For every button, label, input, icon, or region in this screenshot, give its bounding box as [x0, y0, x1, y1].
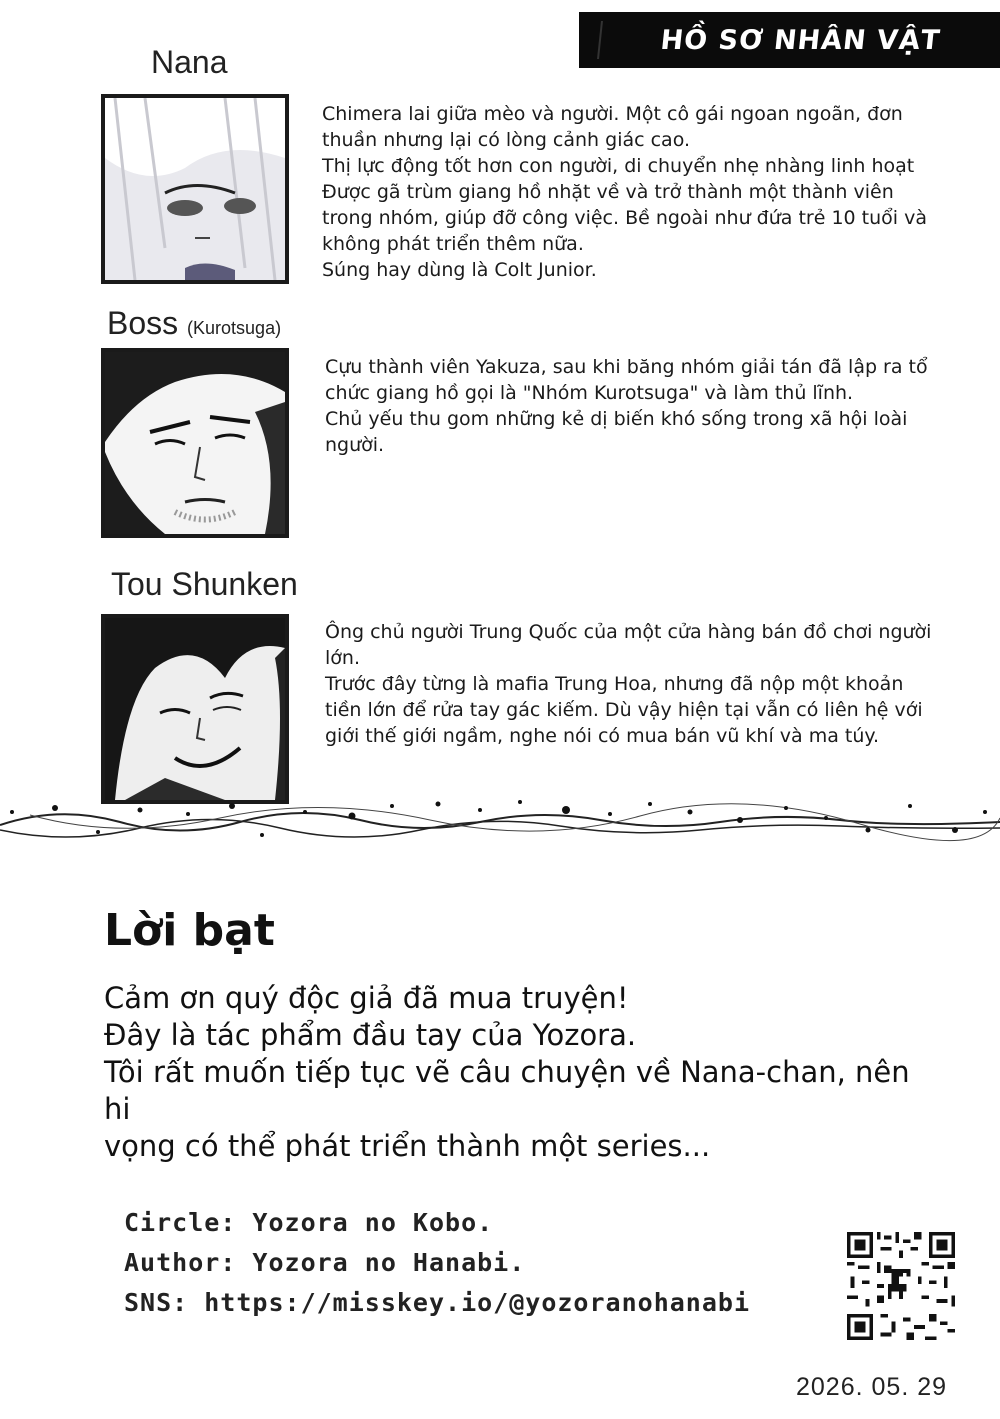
character-name-nana: Nana	[151, 44, 228, 80]
header-title: HỒ SƠ NHÂN VẬT	[597, 21, 1000, 59]
portrait-tou-shunken-image	[105, 618, 285, 800]
afterword-title: Lời bạt	[104, 905, 275, 956]
afterword-body: Cảm ơn quý độc giả đã mua truyện! Đây là tác phẩm đầu tay của Yozora. Tôi rất muốn tiếp tục vẽ câu chuyện về Nana-chan, nên hi vọng có thể phát triển thành một series...	[104, 981, 910, 1163]
character-desc-nana: Chimera lai giữa mèo và người. Một cô gái ngoan ngoãn, đơn thuần nhưng lại có lòng cảnh giác cao. Thị lực động tốt hơn con người, di chuyển nhẹ nhàng linh hoạt Được gã trùm giang hồ nhặt về và trở thành một thành viên trong nhóm, giúp đỡ công việc. Bề ngoài như đứa trẻ 10 tuổi và không phát triển thêm nữa. Súng hay dùng là Colt Junior.	[322, 103, 927, 281]
header-banner	[579, 12, 1000, 68]
character-desc-boss: Cựu thành viên Yakuza, sau khi băng nhóm giải tán đã lập ra tổ chức giang hồ gọi là "Nhóm Kurotsuga" và làm thủ lĩnh. Chủ yếu thu gom những kẻ dị biến khó sống trong xã hội loài người.	[325, 356, 928, 456]
credit-sns[interactable]: SNS: https://misskey.io/@yozoranohanabi	[124, 1288, 750, 1317]
character-name-boss: Boss (Kurotsuga)	[107, 305, 282, 341]
date-stamp: 2026. 05. 29	[796, 1373, 948, 1401]
character-desc-tou-shunken: Ông chủ người Trung Quốc của một cửa hàng bán đồ chơi người lớn. Trước đây từng là mafia Trung Hoa, nhưng đã nộp một khoản tiền lớn để rửa tay gác kiếm. Dù vậy hiện tại vẫn có liên hệ với giới thế giới ngầm, nghe nói có mua bán vũ khí và ma túy.	[325, 621, 932, 747]
portrait-tou-shunken	[101, 614, 289, 804]
qr-code-icon[interactable]	[847, 1232, 955, 1340]
character-name-tou-shunken: Tou Shunken	[111, 566, 298, 602]
decorative-divider	[0, 790, 1000, 850]
credit-circle: Circle: Yozora no Kobo.	[124, 1208, 494, 1237]
portrait-nana	[101, 94, 289, 284]
credit-author: Author: Yozora no Hanabi.	[124, 1248, 526, 1277]
portrait-boss-image	[105, 352, 285, 534]
portrait-nana-image	[105, 98, 285, 280]
credits-block	[124, 1203, 750, 1323]
portrait-boss	[101, 348, 289, 538]
